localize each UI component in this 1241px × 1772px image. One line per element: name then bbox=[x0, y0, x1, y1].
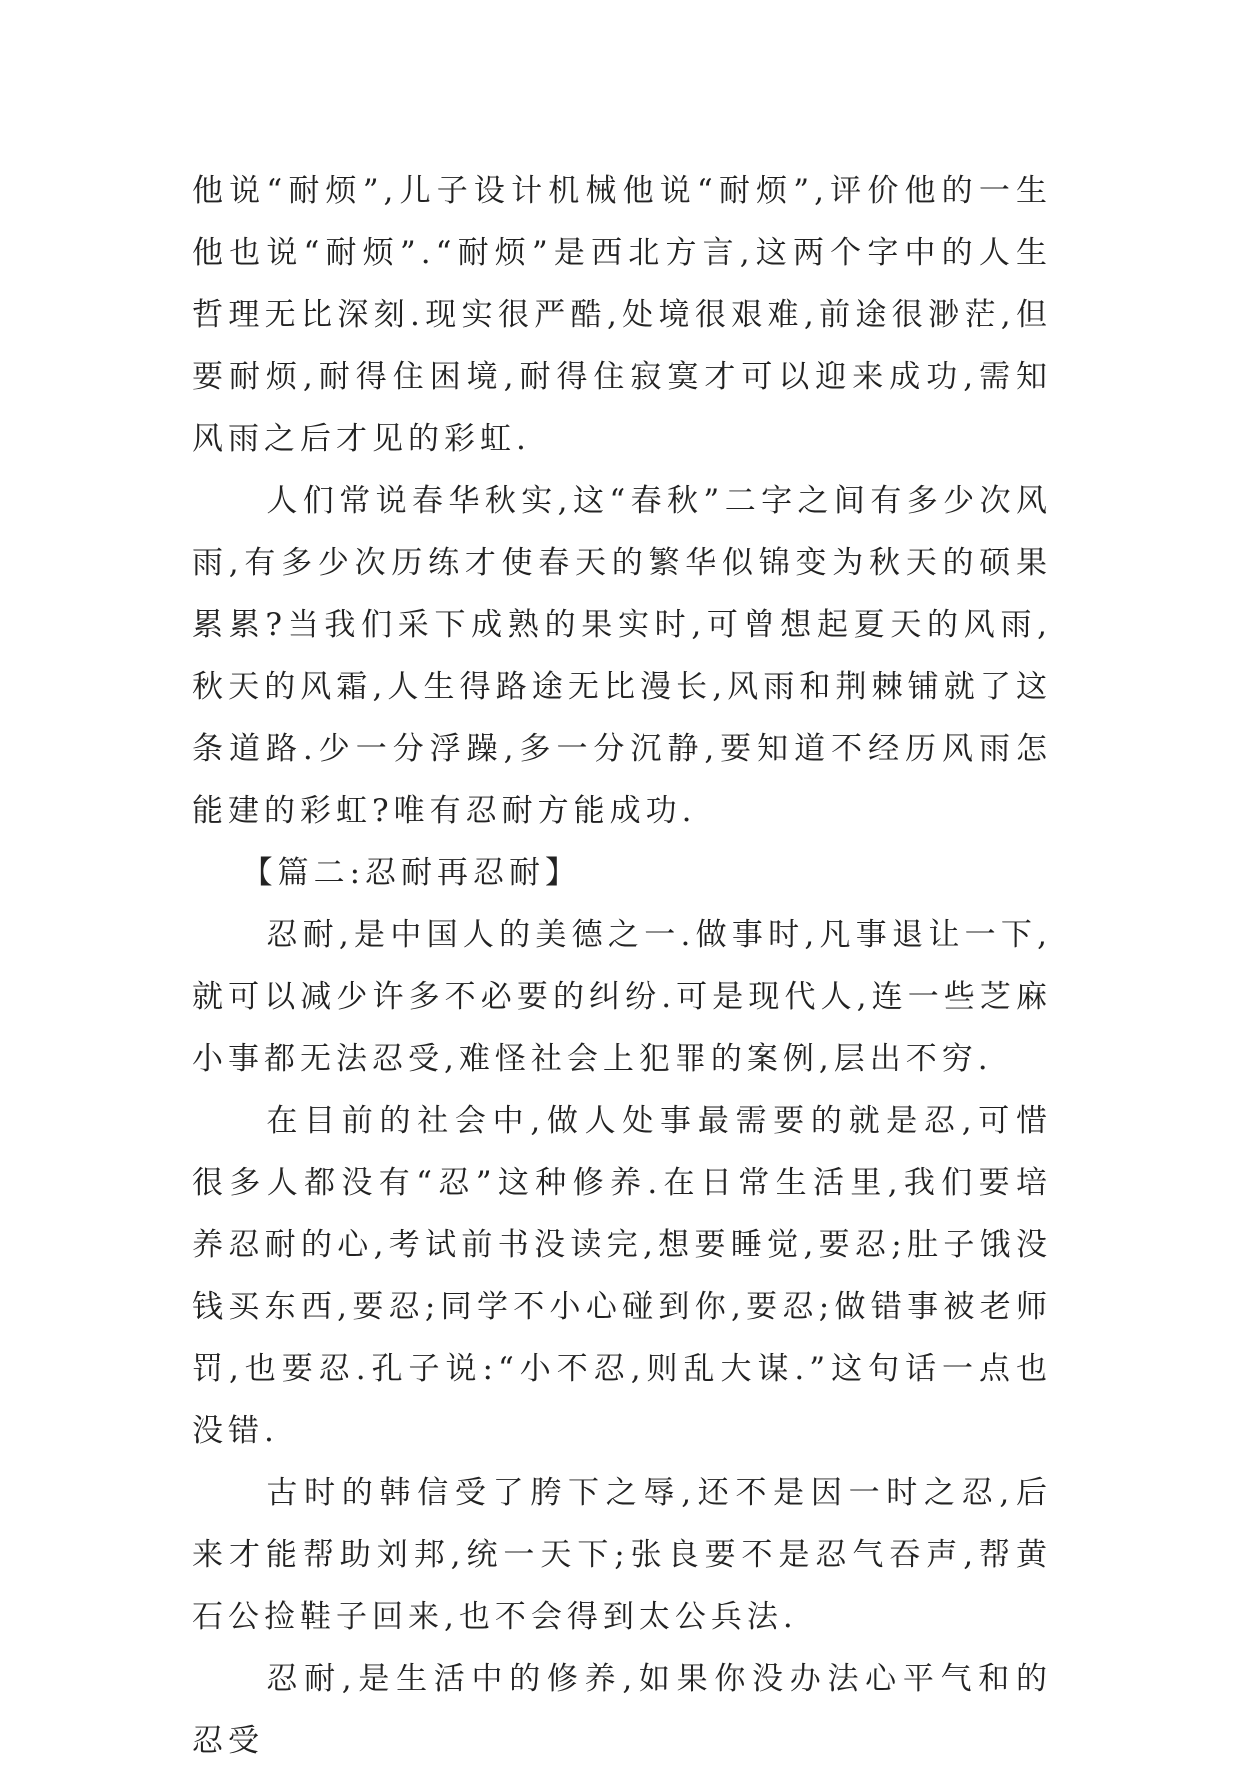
paragraph: 古时的韩信受了胯下之辱,还不是因一时之忍,后来才能帮助刘邦,统一天下;张良要不是忍气吞声,帮黄石公捡鞋子回来,也不会得到太公兵法. bbox=[192, 1475, 1052, 1635]
paragraph-continued: 他说“耐烦”,儿子设计机械他说“耐烦”,评价他的一生他也说“耐烦”.“耐烦”是西北方言,这两个字中的人生哲理无比深刻.现实很严酷,处境很艰难,前途很渺茫,但要耐烦,耐得住困境,耐得住寂寞才可以迎来成功,需知风雨之后才见的彩虹. bbox=[192, 173, 1052, 457]
section-heading: 【篇二:忍耐再忍耐】 bbox=[241, 855, 582, 891]
paragraph: 忍耐,是中国人的美德之一.做事时,凡事退让一下,就可以减少许多不必要的纠纷.可是现代人,连一些芝麻小事都无法忍受,难怪社会上犯罪的案例,层出不穷. bbox=[192, 917, 1052, 1077]
paragraph: 在目前的社会中,做人处事最需要的就是忍,可惜很多人都没有“忍”这种修养.在日常生活里,我们要培养忍耐的心,考试前书没读完,想要睡觉,要忍;肚子饿没钱买东西,要忍;同学不小心碰到你,要忍;做错事被老师罚,也要忍.孔子说:“小不忍,则乱大谋.”这句话一点也没错. bbox=[192, 1103, 1052, 1449]
paragraph: 忍耐,是生活中的修养,如果你没办法心平气和的忍受 bbox=[192, 1661, 1052, 1759]
document-body bbox=[192, 160, 1052, 1772]
paragraph: 人们常说春华秋实,这“春秋”二字之间有多少次风雨,有多少次历练才使春天的繁华似锦变为秋天的硕果累累?当我们采下成熟的果实时,可曾想起夏天的风雨,秋天的风霜,人生得路途无比漫长,风雨和荆棘铺就了这条道路.少一分浮躁,多一分沉静,要知道不经历风雨怎能建的彩虹?唯有忍耐方能成功. bbox=[192, 483, 1052, 829]
